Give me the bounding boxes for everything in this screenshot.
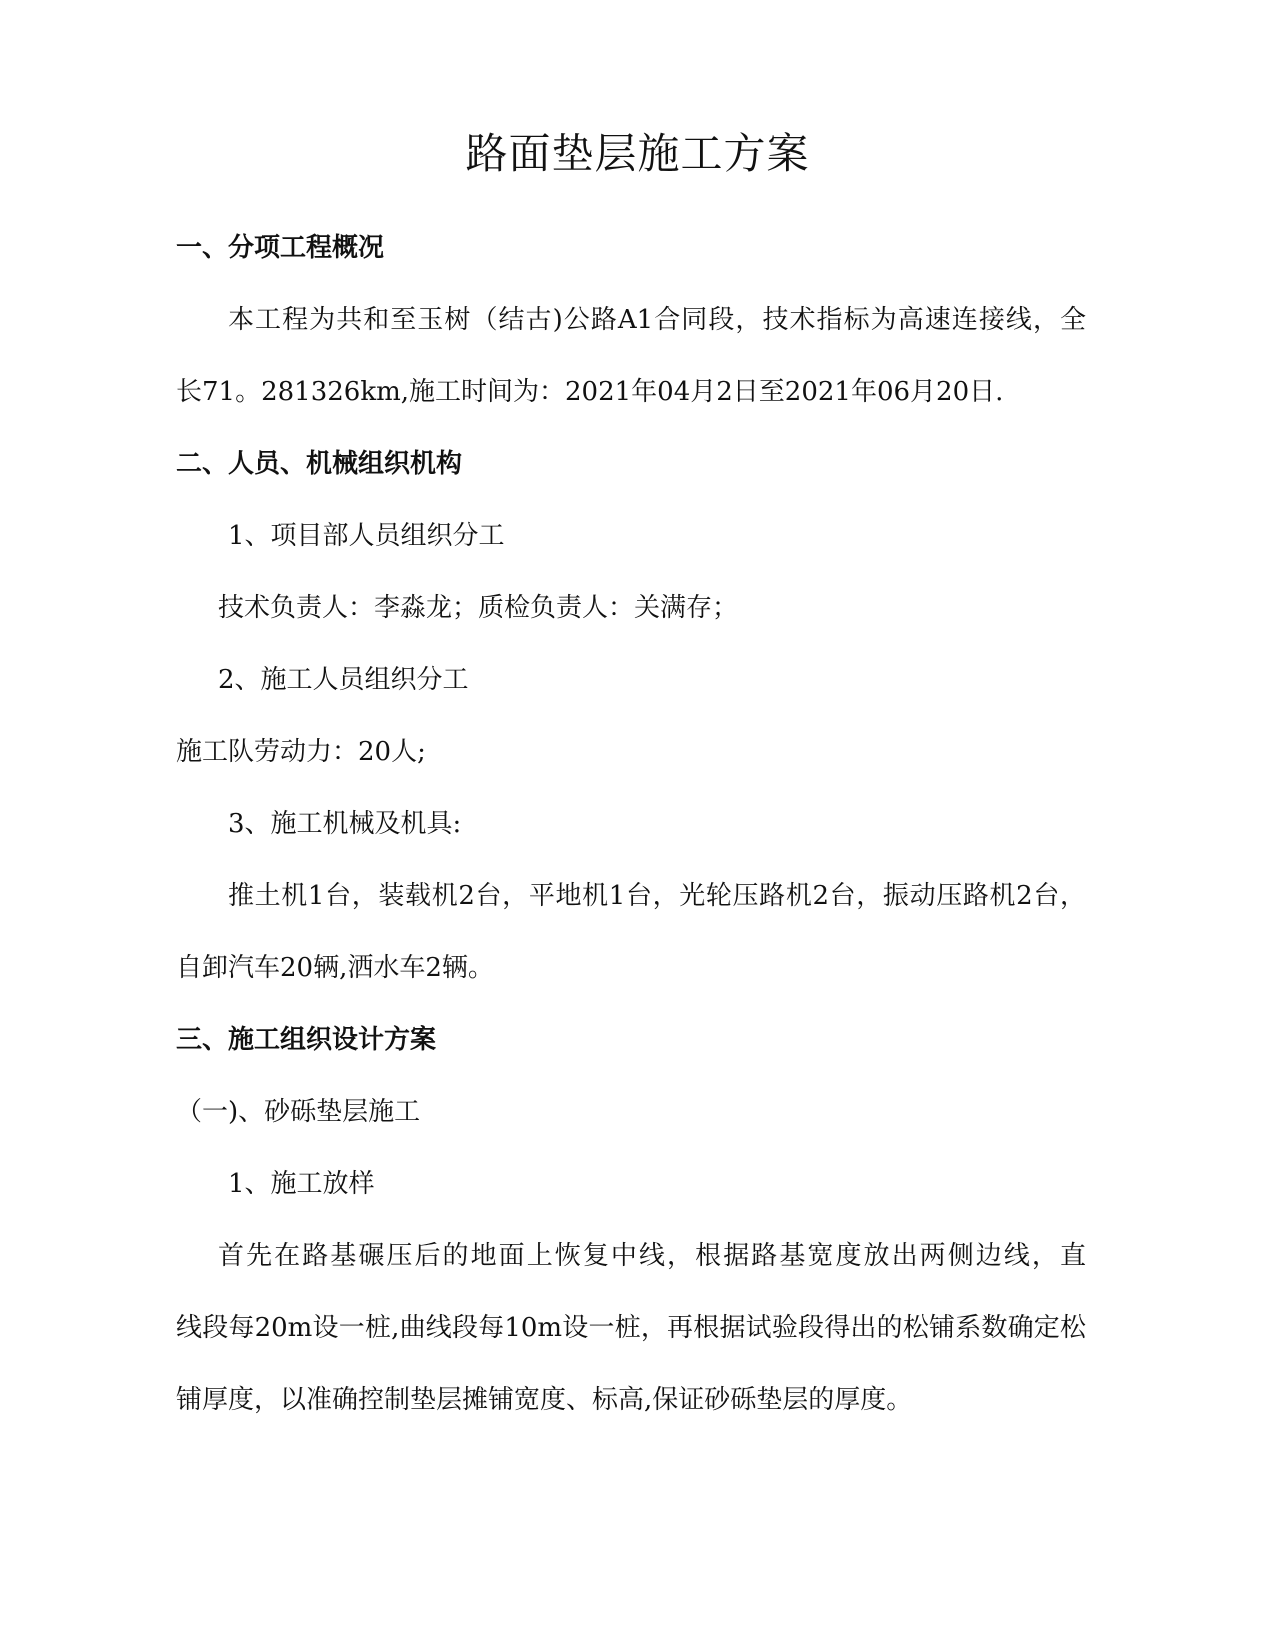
subheading-project-staff: 1、项目部人员组织分工	[228, 521, 505, 551]
subheading-stakeout: 1、施工放样	[228, 1169, 375, 1199]
staff-line: 技术负责人：李淼龙；质检负责人：关满存；	[218, 593, 739, 623]
machinery-line-1: 推土机1台，装载机2台，平地机1台，光轮压路机2台，振动压路机2台，	[228, 881, 1086, 911]
section-heading-organization: 二、人员、机械组织机构	[176, 449, 463, 479]
overview-paragraph-line-2: 长71。281326km,施工时间为：2021年04月2日至2021年06月20日.	[176, 377, 1004, 407]
subheading-machinery: 3、施工机械及机具:	[228, 809, 462, 839]
machinery-line-2: 自卸汽车20辆,洒水车2辆。	[176, 953, 494, 983]
labor-line: 施工队劳动力：20人;	[176, 737, 426, 767]
stakeout-paragraph-line-3: 铺厚度，以准确控制垫层摊铺宽度、标高,保证砂砾垫层的厚度。	[176, 1385, 913, 1415]
subheading-construction-staff: 2、施工人员组织分工	[218, 665, 469, 695]
stakeout-paragraph-line-1: 首先在路基碾压后的地面上恢复中线，根据路基宽度放出两侧边线，直	[218, 1241, 1086, 1271]
section-heading-design: 三、施工组织设计方案	[176, 1025, 437, 1055]
document-title: 路面垫层施工方案	[465, 129, 810, 178]
overview-paragraph-line-1: 本工程为共和至玉树（结古)公路A1合同段，技术指标为高速连接线，全	[228, 305, 1086, 335]
stakeout-paragraph-line-2: 线段每20m设一桩,曲线段每10m设一桩，再根据试验段得出的松铺系数确定松	[176, 1313, 1086, 1343]
subheading-gravel-cushion: （一)、砂砾垫层施工	[176, 1097, 421, 1127]
section-heading-overview: 一、分项工程概况	[176, 233, 385, 263]
